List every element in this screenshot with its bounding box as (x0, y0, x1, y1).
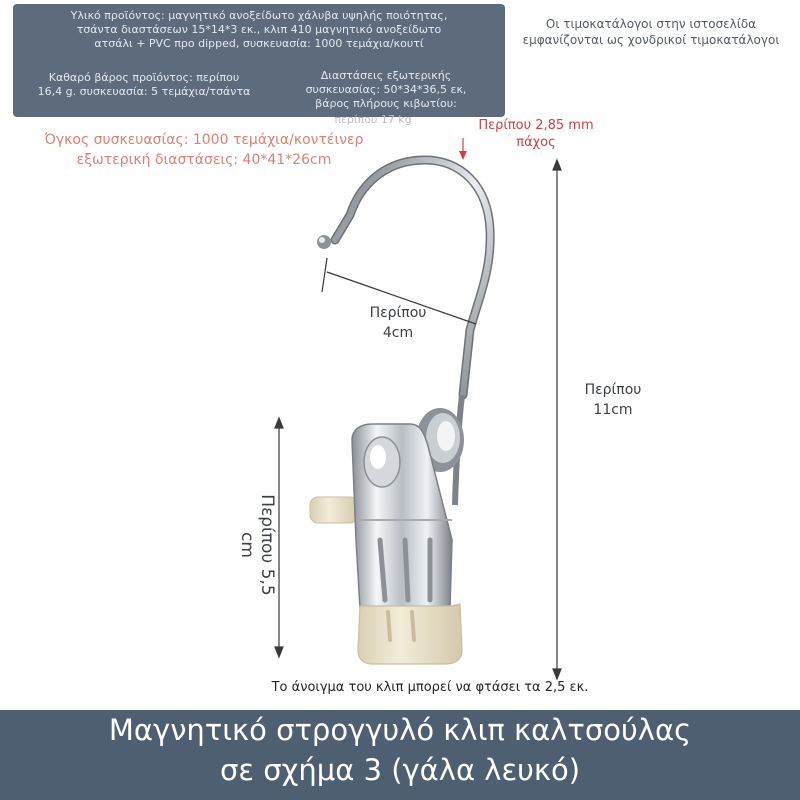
packing-info (20, 130, 388, 170)
spring-knob (310, 497, 358, 523)
material-line: τσάντα διαστάσεων 15*14*3 εκ., κλιπ 410 μαγνητικό ανοξείδωτο (76, 23, 442, 36)
thickness-label (462, 117, 610, 151)
product-title-line: σε σχήμα 3 (γάλα λευκό) (219, 753, 581, 787)
material-line: ατσάλι + PVC προ dipped, συσκευασία: 1000 τεμάχια/κουτί (94, 37, 424, 50)
material-line: Υλικό προϊόντος: μαγνητικό ανοξείδωτο χάλυβα υψηλής ποιότητας, (70, 9, 448, 22)
net-weight-line: Καθαρό βάρος προϊόντος: περίπου (48, 71, 240, 84)
total-height-caption: Περίπου (584, 382, 642, 398)
outer-dimensions-line: Διαστάσεις εξωτερικής (320, 69, 452, 82)
price-disclaimer (505, 16, 797, 48)
opening-note: Το άνοιγμα του κλιπ μπορεί να φτάσει τα 2,5 εκ. (271, 680, 589, 695)
net-weight-line: 16,4 g. συσκευασία: 5 τεμάχια/τσάντα (37, 85, 251, 98)
disclaimer-line: Οι τιμοκατάλογοι στην ιστοσελίδα (545, 17, 757, 31)
packing-line: εξωτερική διαστάσεις: 40*41*26cm (76, 152, 332, 168)
thickness-value: Περίπου 2,85 mm (478, 118, 594, 133)
product-title-line: Μαγνητικό στρογγυλό κλιπ καλτσούλας (108, 713, 692, 747)
disclaimer-line: εμφανίζονται ως χονδρικοί τιμοκατάλογοι (522, 33, 780, 47)
gross-weight: περίπου 17 kg (334, 113, 412, 126)
hook-width-value: 4cm (382, 325, 414, 341)
packing-line: Όγκος συσκευασίας: 1000 τεμάχια/κοντέινερ (44, 132, 364, 148)
hook-width-caption: Περίπου (369, 305, 427, 321)
outer-dimensions-line: συσκευασίας: 50*34*36,5 εκ, (305, 83, 467, 96)
total-height-label (573, 380, 653, 420)
thickness-caption: πάχος (516, 135, 556, 150)
clip-pad (358, 604, 462, 664)
total-height-value: 11cm (593, 402, 633, 418)
outer-dimensions-line: βάρος πλήρους κιβωτίου: (315, 97, 457, 110)
product-info-box (13, 4, 505, 117)
hook-width-label (348, 303, 448, 343)
clip-height-label: Περίπου 5,5 cm (237, 494, 277, 596)
